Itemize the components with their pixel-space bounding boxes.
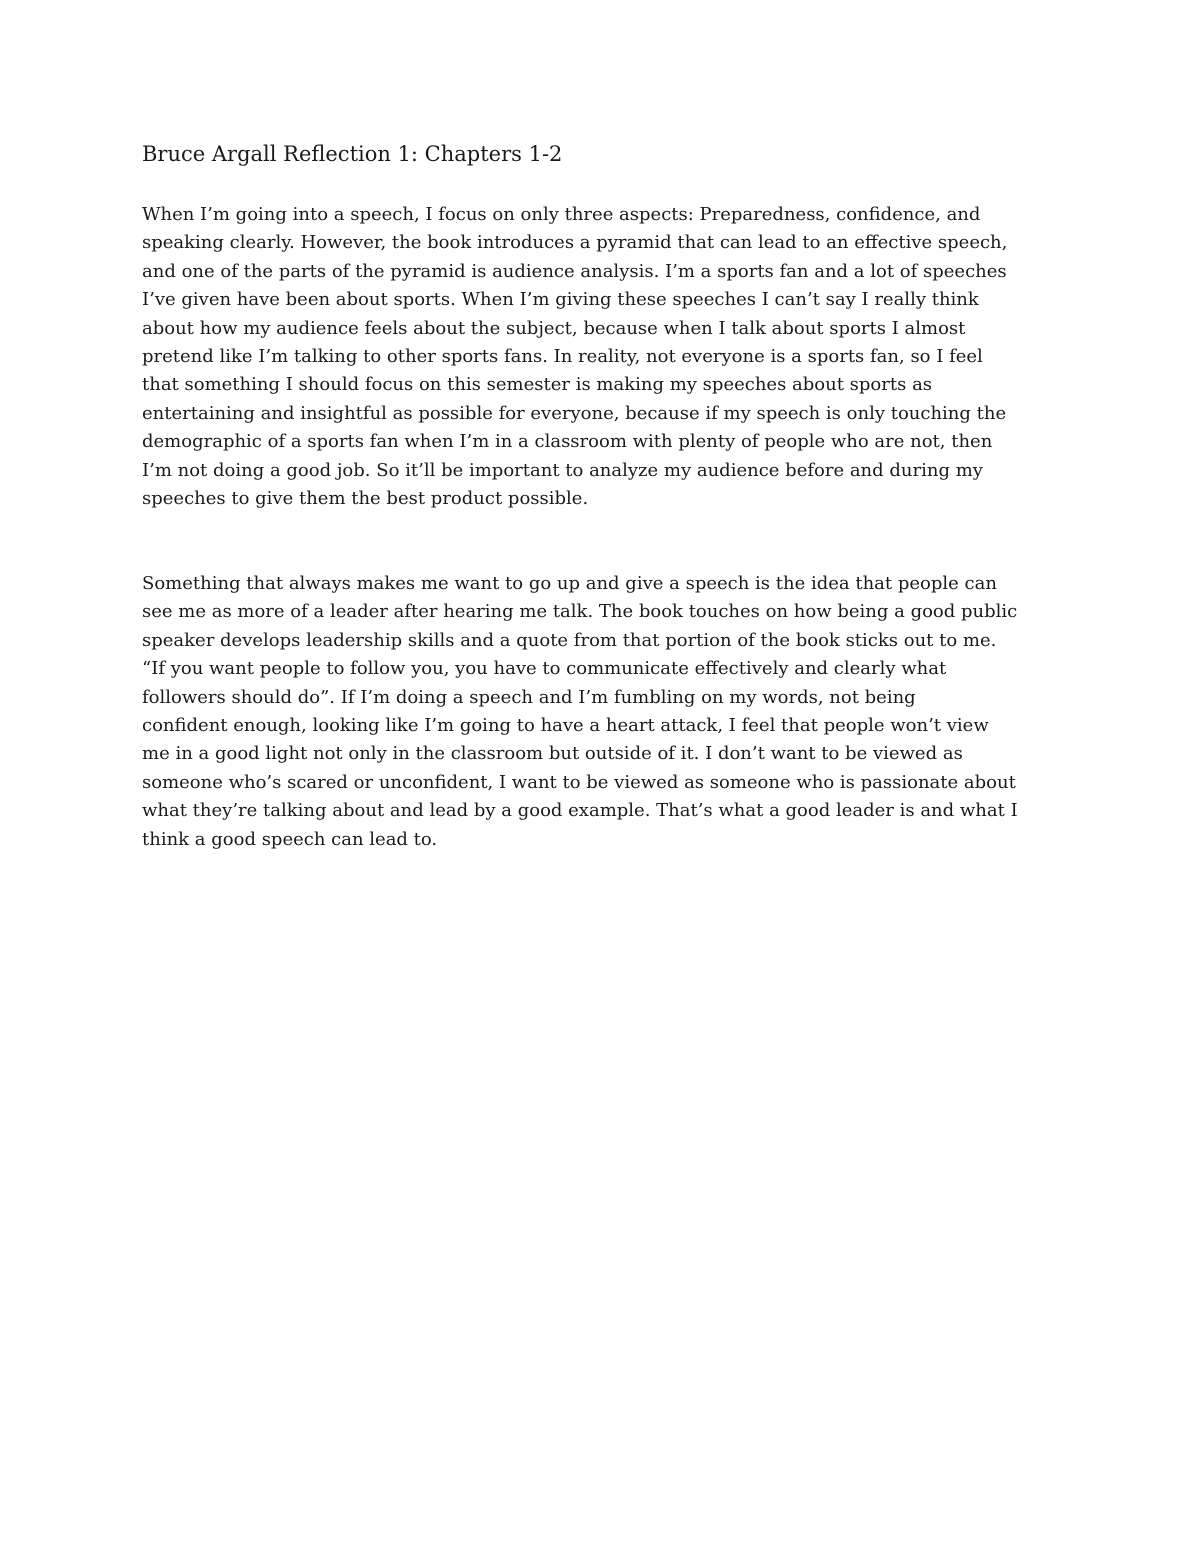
paragraph-line: I’m not doing a good job. So it’ll be important to analyze my audience before and during my <box>142 459 983 481</box>
paragraph-line: that something I should focus on this semester is making my speeches about sports as <box>142 374 933 396</box>
paragraph-line: pretend like I’m talking to other sports fans. In reality, not everyone is a sports fan, so I feel <box>142 346 983 368</box>
document-title: Bruce Argall Reflection 1: Chapters 1-2 <box>142 142 563 166</box>
paragraph-line: entertaining and insightful as possible for everyone, because if my speech is only touching the <box>142 402 1007 424</box>
paragraph-line: me in a good light not only in the classroom but outside of it. I don’t want to be viewed as <box>142 743 963 765</box>
paragraph-line: I’ve given have been about sports. When I’m giving these speeches I can’t say I really think <box>142 289 979 311</box>
paragraph-line: speaking clearly. However, the book introduces a pyramid that can lead to an effective speech, <box>142 232 1008 254</box>
paragraph-line: “If you want people to follow you, you have to communicate effectively and clearly what <box>142 658 947 680</box>
paragraph-audience-analysis <box>142 201 1072 513</box>
paragraph-line: speaker develops leadership skills and a quote from that portion of the book sticks out to me. <box>142 629 997 651</box>
paragraph-line: When I’m going into a speech, I focus on only three aspects: Preparedness, confidence, and <box>142 204 981 225</box>
paragraph-line: followers should do”. If I’m doing a speech and I’m fumbling on my words, not being <box>142 686 916 708</box>
paragraph-line: what they’re talking about and lead by a good example. That’s what a good leader is and what I <box>142 800 1018 822</box>
paragraph-line: speeches to give them the best product possible. <box>142 488 589 510</box>
paragraph-line: think a good speech can lead to. <box>142 828 438 850</box>
paragraph-line: Something that always makes me want to go up and give a speech is the idea that people can <box>142 573 997 594</box>
paragraph-line: see me as more of a leader after hearing me talk. The book touches on how being a good public <box>142 601 1018 623</box>
paragraph-leadership <box>142 570 1072 854</box>
paragraph-line: confident enough, looking like I’m going to have a heart attack, I feel that people won’t view <box>142 715 989 737</box>
paragraph-line: and one of the parts of the pyramid is audience analysis. I’m a sports fan and a lot of speeches <box>142 260 1007 282</box>
paragraph-line: about how my audience feels about the subject, because when I talk about sports I almost <box>142 317 966 339</box>
paragraph-line: someone who’s scared or unconfident, I want to be viewed as someone who is passionate about <box>142 771 1016 793</box>
paragraph-line: demographic of a sports fan when I’m in a classroom with plenty of people who are not, then <box>142 431 993 453</box>
